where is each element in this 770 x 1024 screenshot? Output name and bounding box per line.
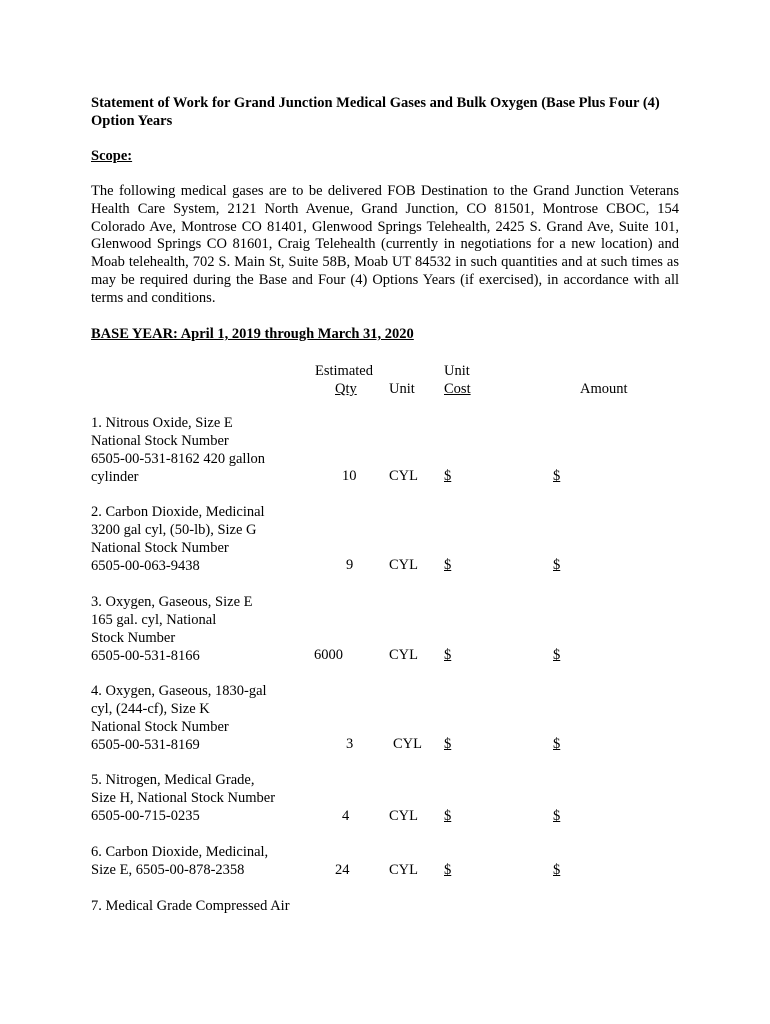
- column-header-amount: Amount: [580, 381, 628, 397]
- unit-cost-currency: $: [444, 736, 452, 752]
- item-text: 5. Nitrogen, Medical Grade,: [91, 772, 255, 788]
- item-qty: 3: [346, 736, 354, 752]
- column-header-estimated: Estimated: [315, 363, 373, 379]
- item-text: 3. Oxygen, Gaseous, Size E: [91, 594, 253, 610]
- column-header-qty: Qty: [335, 381, 357, 397]
- item-text: 7. Medical Grade Compressed Air: [91, 898, 290, 914]
- item-text: 6505-00-715-0235: [91, 807, 200, 824]
- line-item-4: [91, 683, 306, 755]
- unit-cost-field[interactable]: [444, 808, 523, 825]
- base-year-heading: BASE YEAR: April 1, 2019 through March 31, 2020: [91, 326, 414, 342]
- amount-field[interactable]: [553, 468, 663, 485]
- unit-cost-field[interactable]: [444, 862, 523, 879]
- item-text: National Stock Number: [91, 718, 229, 735]
- item-text: 1. Nitrous Oxide, Size E: [91, 415, 233, 431]
- document-title: Statement of Work for Grand Junction Medical Gases and Bulk Oxygen (Base Plus Four (4) Option Years: [91, 95, 660, 129]
- item-text: 6505-00-531-8169: [91, 736, 200, 753]
- line-item-5: [91, 772, 306, 826]
- unit-cost-currency: $: [444, 862, 452, 878]
- item-unit: CYL: [389, 647, 418, 663]
- line-item-3: [91, 594, 306, 666]
- item-unit: CYL: [389, 808, 418, 824]
- unit-cost-field[interactable]: [444, 736, 523, 753]
- item-qty: 4: [342, 808, 350, 824]
- amount-field[interactable]: [553, 647, 663, 664]
- item-text: 6505-00-531-8166: [91, 647, 200, 664]
- item-text: Size E, 6505-00-878-2358: [91, 861, 245, 878]
- item-text: 6505-00-531-8162 420 gallon: [91, 450, 265, 467]
- unit-cost-currency: $: [444, 468, 452, 484]
- item-unit: CYL: [393, 736, 422, 752]
- item-text: 4. Oxygen, Gaseous, 1830-gal: [91, 683, 267, 699]
- item-qty: 9: [346, 557, 354, 573]
- item-unit: CYL: [389, 862, 418, 878]
- item-text: cyl, (244-cf), Size K: [91, 700, 210, 717]
- unit-cost-field[interactable]: [444, 468, 523, 485]
- amount-currency: $: [553, 808, 561, 824]
- item-unit: CYL: [389, 468, 418, 484]
- line-item-2: [91, 504, 306, 576]
- item-unit: CYL: [389, 557, 418, 573]
- item-text: National Stock Number: [91, 539, 229, 556]
- item-text: 2. Carbon Dioxide, Medicinal: [91, 504, 265, 520]
- line-item-6: [91, 844, 306, 880]
- amount-field[interactable]: [553, 862, 663, 879]
- column-header-cost: Cost: [444, 381, 471, 397]
- item-text: National Stock Number: [91, 432, 229, 449]
- column-header-unit: Unit: [389, 381, 415, 397]
- item-qty: 10: [342, 468, 357, 484]
- item-text: Size H, National Stock Number: [91, 789, 276, 806]
- item-qty: 6000: [314, 647, 343, 663]
- unit-cost-currency: $: [444, 808, 452, 824]
- item-text: cylinder: [91, 468, 139, 485]
- amount-currency: $: [553, 647, 561, 663]
- item-qty: 24: [335, 862, 350, 878]
- item-text: Stock Number: [91, 629, 176, 646]
- unit-cost-currency: $: [444, 647, 452, 663]
- line-item-1: [91, 415, 306, 487]
- item-text: 165 gal. cyl, National: [91, 611, 217, 628]
- amount-currency: $: [553, 557, 561, 573]
- amount-field[interactable]: [553, 557, 663, 574]
- scope-heading: Scope:: [91, 148, 133, 164]
- amount-currency: $: [553, 862, 561, 878]
- unit-cost-field[interactable]: [444, 557, 523, 574]
- unit-cost-currency: $: [444, 557, 452, 573]
- item-text: 6505-00-063-9438: [91, 557, 200, 574]
- amount-field[interactable]: [553, 808, 663, 825]
- item-text: 3200 gal cyl, (50-lb), Size G: [91, 521, 257, 538]
- amount-currency: $: [553, 736, 561, 752]
- column-header-unit-top: Unit: [444, 363, 470, 379]
- scope-paragraph: The following medical gases are to be delivered FOB Destination to the Grand Junction Veterans Health Care System, 2121 North Avenue, Grand Junction, CO 81501, Montrose CBOC, 154 Colorado Ave, Montrose CO 81401, Glenwood Springs Telehealth, 2425 S. Grand Ave, Suite 101, Glenwood Springs CO 81601, Craig Telehealth (currently in negotiations for a new location) and Moab telehealth, 702 S. Main St, Suite 58B, Moab UT 84532 in such quantities and at such times as may be required during the Base and Four (4) Options Years (if exercised), in accordance with all terms and conditions.: [91, 183, 679, 306]
- amount-field[interactable]: [553, 736, 663, 753]
- amount-currency: $: [553, 468, 561, 484]
- unit-cost-field[interactable]: [444, 647, 523, 664]
- line-item-7: [91, 898, 306, 916]
- item-text: 6. Carbon Dioxide, Medicinal,: [91, 844, 269, 860]
